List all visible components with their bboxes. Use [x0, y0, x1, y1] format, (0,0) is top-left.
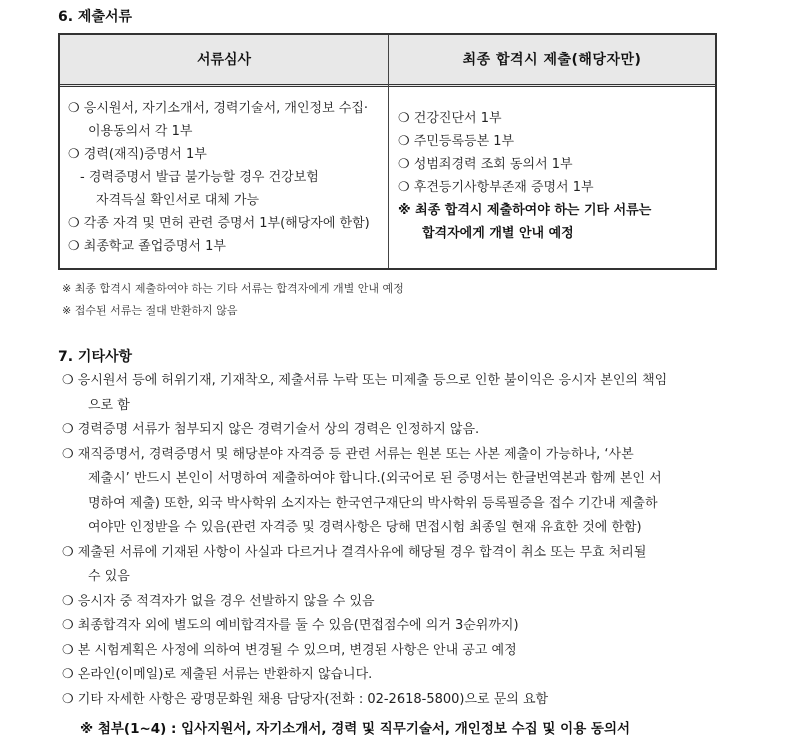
list-item: ❍ 최종합격자 외에 별도의 예비합격자를 둘 수 있음(면접점수에 의거 3순위까지): [62, 618, 519, 633]
list-item: ❍ 본 시험계획은 사정에 의하여 변경될 수 있으며, 변경된 사항은 안내 공고 예정: [62, 642, 517, 658]
section-7-list: [62, 369, 742, 712]
list-item: ❍ 경력(재직)증명서 1부: [68, 147, 207, 162]
sub-item: - 경력증명서 발급 불가능할 경우 건강보험: [80, 170, 319, 185]
section-7-title: 7. 기타사항: [58, 349, 133, 365]
attachment-note: ※ 첨부(1~4) : 입사지원서, 자기소개서, 경력 및 직무기술서, 개인정보 수집 및 이용 동의서: [80, 721, 631, 737]
header-final-submission: 최종 합격시 제출(해당자만): [462, 52, 642, 68]
header-document-review: 서류심사: [196, 52, 252, 68]
sub-item-continuation: 자격득실 확인서로 대체 가능: [96, 193, 260, 208]
list-item-continuation: 제출시’ 반드시 본인이 서명하여 제출하여야 합니다.(외국어로 된 증명서는 한글번역본과 함께 본인 서: [88, 471, 662, 486]
list-item: ❍ 온라인(이메일)로 제출된 서류는 반환하지 않습니다.: [62, 667, 373, 682]
list-item: ❍ 건강진단서 1부: [398, 111, 502, 126]
list-item-continuation: 수 있음: [88, 569, 130, 584]
list-item-continuation: 으로 함: [88, 397, 130, 413]
list-item: ❍ 주민등록등본 1부: [398, 134, 515, 149]
list-item: ❍ 응시원서, 자기소개서, 경력기술서, 개인정보 수집·: [68, 101, 369, 116]
list-item: ❍ 응시자 중 적격자가 없을 경우 선발하지 않을 수 있음: [62, 593, 375, 609]
list-item-continuation: 여야만 인정받을 수 있음(관련 자격증 및 경력사항은 당해 면접시험 최종일 현재 유효한 것에 한함): [88, 520, 642, 535]
table-note-continuation: 합격자에게 개별 안내 예정: [422, 226, 574, 241]
list-item: ❍ 경력증명 서류가 첨부되지 않은 경력기술서 상의 경력은 인정하지 않음.: [62, 422, 480, 437]
list-item-continuation: 이용동의서 각 1부: [88, 124, 193, 139]
section-6-title: 6. 제출서류: [58, 9, 133, 25]
list-item: ❍ 성범죄경력 조회 동의서 1부: [398, 157, 573, 172]
section-6-notes: [62, 278, 404, 322]
note: ※ 최종 합격시 제출하여야 하는 기타 서류는 합격자에게 개별 안내 예정: [62, 282, 404, 295]
list-item: ❍ 기타 자세한 사항은 광명문화원 채용 담당자(전화 : 02-2618-5800)으로 문의 요함: [62, 691, 549, 707]
list-item: ❍ 제출된 서류에 기재된 사항이 사실과 다르거나 결격사유에 해당될 경우 합격이 취소 또는 무효 처리될: [62, 544, 647, 560]
note: ※ 접수된 서류는 절대 반환하지 않음: [62, 304, 238, 317]
list-item: ❍ 각종 자격 및 면허 관련 증명서 1부(해당자에 한함): [68, 216, 370, 231]
documents-table: [58, 33, 717, 270]
document-review-cell: [68, 97, 386, 258]
list-item: ❍ 재직증명서, 경력증명서 및 해당분야 자격증 등 관련 서류는 원본 또는 사본 제출이 가능하나, ‘사본: [62, 446, 634, 462]
list-item: ❍ 최종학교 졸업증명서 1부: [68, 239, 226, 254]
list-item: ❍ 응시원서 등에 허위기재, 기재착오, 제출서류 누락 또는 미제출 등으로 인한 불이익은 응시자 본인의 책임: [62, 373, 668, 388]
column-divider: [388, 35, 389, 268]
list-item-continuation: 명하여 제출) 또한, 외국 박사학위 소지자는 한국연구재단의 박사학위 등록필증을 접수 기간내 제출하: [88, 495, 658, 511]
list-item: ❍ 후견등기사항부존재 증명서 1부: [398, 180, 594, 195]
final-submission-cell: [398, 107, 714, 245]
table-note: ※ 최종 합격시 제출하여야 하는 기타 서류는: [398, 203, 652, 218]
